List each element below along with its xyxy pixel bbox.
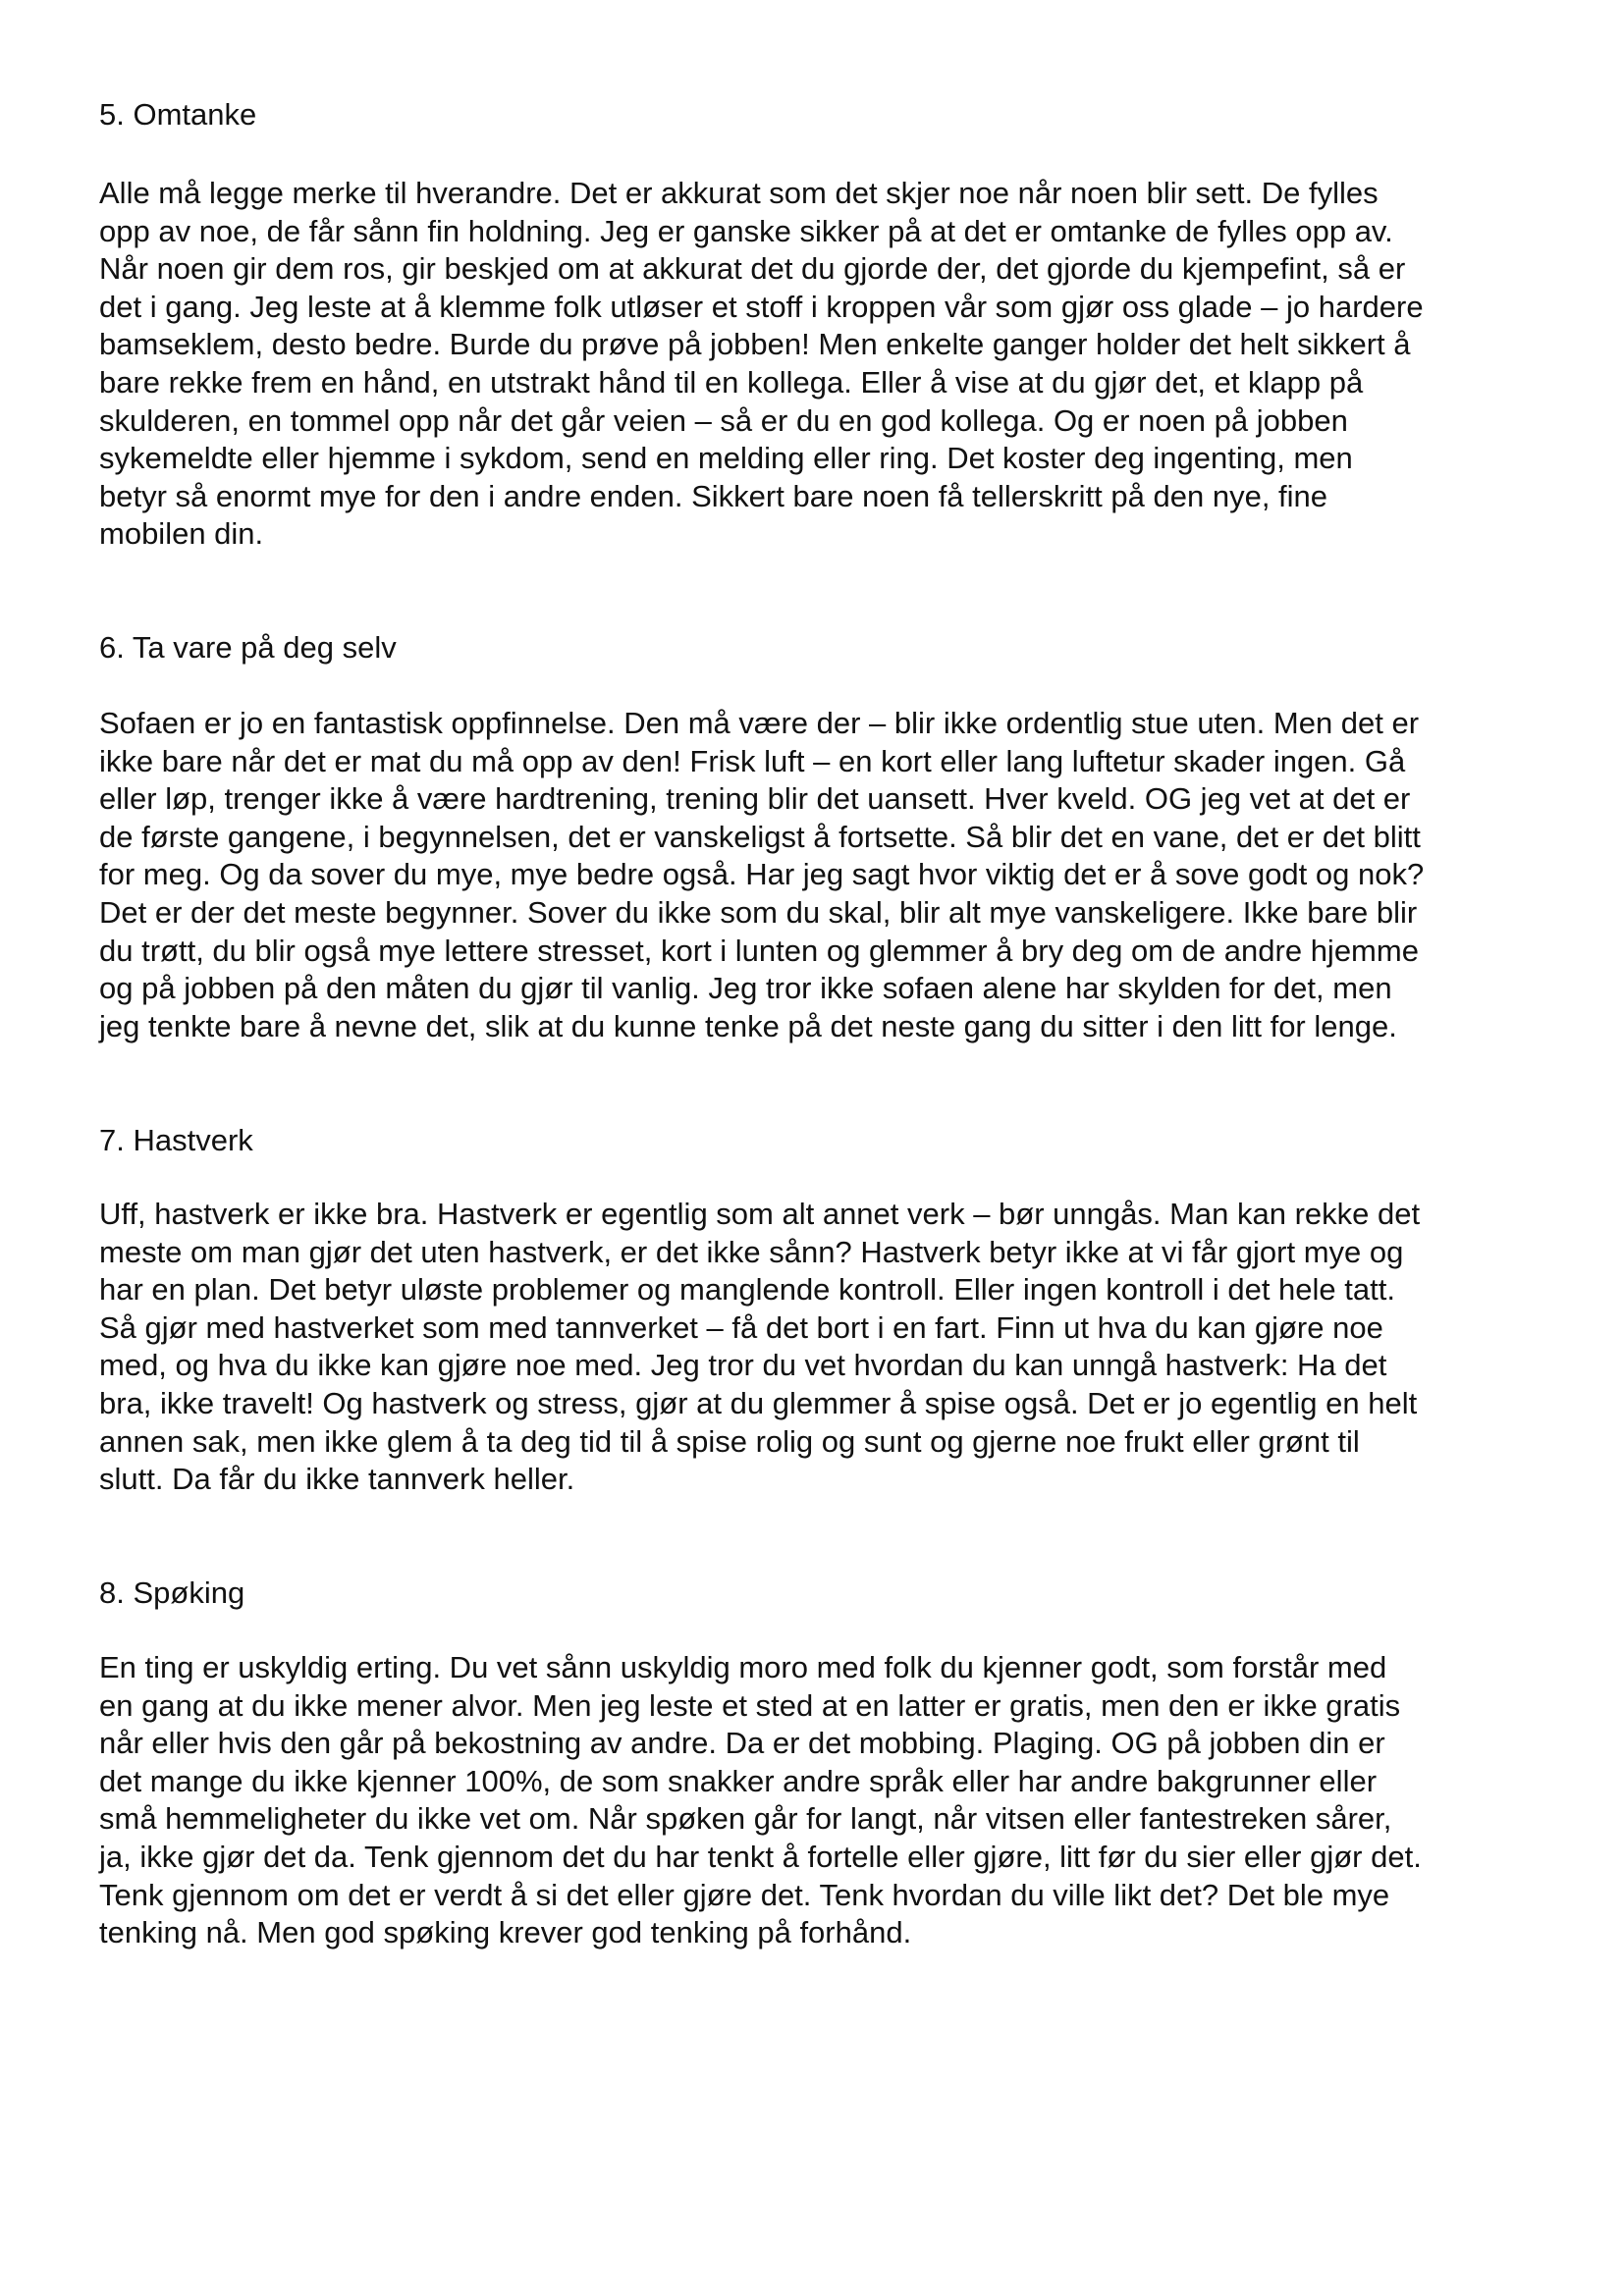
body-line: med, og hva du ikke kan gjøre noe med. Jeg tror du vet hvordan du kan unngå hastverk: Ha det — [99, 1348, 1387, 1383]
body-line: Sofaen er jo en fantastisk oppfinnelse. Den må være der – blir ikke ordentlig stue uten. Men det er — [99, 706, 1420, 740]
body-line: ikke bare når det er mat du må opp av den! Frisk luft – en kort eller lang luftetur skader ingen. Gå — [99, 743, 1406, 778]
body-line: en gang at du ikke mener alvor. Men jeg leste et sted at en latter er gratis, men den er ikke gratis — [99, 1687, 1401, 1723]
body-line: Tenk gjennom om det er verdt å si det eller gjøre det. Tenk hvordan du ville likt det? Det ble mye — [99, 1877, 1390, 1912]
body-line: Det er der det meste begynner. Sover du ikke som du skal, blir alt mye vanskeligere. Ikke bare blir — [99, 894, 1418, 930]
body-line: bare rekke frem en hånd, en utstrakt hånd til en kollega. Eller å vise at du gjør det, et klapp på — [99, 364, 1364, 400]
section-body-omtanke — [99, 175, 1424, 554]
section-heading-hastverk: 7. Hastverk — [99, 1123, 253, 1157]
body-line: jeg tenkte bare å nevne det, slik at du kunne tenke på det neste gang du sitter i den litt for lenge. — [99, 1008, 1397, 1043]
body-line: bamseklem, desto bedre. Burde du prøve på jobben! Men enkelte ganger holder det helt sikkert å — [99, 327, 1411, 362]
body-line: sykemeldte eller hjemme i sykdom, send en melding eller ring. Det koster deg ingenting, men — [99, 441, 1353, 476]
body-line: ja, ikke gjør det da. Tenk gjennom det du har tenkt å fortelle eller gjøre, litt før du sier eller gjør det. — [99, 1839, 1422, 1874]
section-body-spoking — [99, 1649, 1422, 1952]
body-line: for meg. Og da sover du mye, mye bedre også. Har jeg sagt hvor viktig det er å sove godt og nok? — [99, 857, 1425, 892]
section-body-hastverk — [99, 1196, 1420, 1499]
body-line: annen sak, men ikke glem å ta deg tid til å spise rolig og sunt og gjerne noe frukt eller grønt til — [99, 1423, 1360, 1459]
body-line: En ting er uskyldig erting. Du vet sånn uskyldig moro med folk du kjenner godt, som forstår med — [99, 1650, 1387, 1684]
body-line: det mange du ikke kjenner 100%, de som snakker andre språk eller har andre bakgrunner eller — [99, 1763, 1378, 1798]
body-line: og på jobben på den måten du gjør til vanlig. Jeg tror ikke sofaen alene har skylden for det, men — [99, 971, 1392, 1006]
body-line: Alle må legge merke til hverandre. Det er akkurat som det skjer noe når noen blir sett. De fylles — [99, 176, 1379, 210]
section-heading-spoking: 8. Spøking — [99, 1575, 245, 1610]
body-line: bra, ikke travelt! Og hastverk og stress, gjør at du glemmer å spise også. Det er jo egentlig en helt — [99, 1385, 1418, 1420]
body-line: skulderen, en tommel opp når det går veien – så er du en god kollega. Og er noen på jobben — [99, 402, 1348, 438]
body-line: opp av noe, de får sånn fin holdning. Jeg er ganske sikker på at det er omtanke de fylles opp av. — [99, 213, 1393, 248]
body-line: det i gang. Jeg leste at å klemme folk utløser et stoff i kroppen vår som gjør oss glade – jo hardere — [99, 289, 1424, 324]
body-line: meste om man gjør det uten hastverk, er det ikke sånn? Hastverk betyr ikke at vi får gjort mye og — [99, 1234, 1404, 1269]
body-line: Uff, hastverk er ikke bra. Hastverk er egentlig som alt annet verk – bør unngås. Man kan rekke det — [99, 1197, 1421, 1231]
body-line: slutt. Da får du ikke tannverk heller. — [99, 1462, 575, 1497]
body-line: de første gangene, i begynnelsen, det er vanskeligst å fortsette. Så blir det en vane, det er det blitt — [99, 819, 1421, 854]
section-heading-omtanke: 5. Omtanke — [99, 97, 257, 132]
body-line: når eller hvis den går på bekostning av andre. Da er det mobbing. Plaging. OG på jobben din er — [99, 1726, 1385, 1761]
body-line: Så gjør med hastverket som med tannverket – få det bort i en fart. Finn ut hva du kan gjøre noe — [99, 1309, 1383, 1345]
section-body-ta-vare-pa-deg-selv — [99, 705, 1424, 1045]
section-heading-ta-vare-pa-deg-selv: 6. Ta vare på deg selv — [99, 630, 397, 665]
body-line: du trøtt, du blir også mye lettere stresset, kort i lunten og glemmer å bry deg om de andre hjemme — [99, 933, 1419, 968]
body-line: eller løp, trenger ikke å være hardtrening, trening blir det uansett. Hver kveld. OG jeg vet at det er — [99, 781, 1411, 817]
body-line: tenking nå. Men god spøking krever god tenking på forhånd. — [99, 1915, 912, 1950]
body-line: små hemmeligheter du ikke vet om. Når spøken går for langt, når vitsen eller fantestreken sårer, — [99, 1801, 1392, 1837]
body-line: Når noen gir dem ros, gir beskjed om at akkurat det du gjorde der, det gjorde du kjempefint, så er — [99, 251, 1406, 287]
body-line: betyr så enormt mye for den i andre enden. Sikkert bare noen få tellerskritt på den nye, fine — [99, 478, 1328, 513]
body-line: har en plan. Det betyr uløste problemer og manglende kontroll. Eller ingen kontroll i det hele tatt. — [99, 1272, 1395, 1308]
body-line: mobilen din. — [99, 516, 264, 552]
